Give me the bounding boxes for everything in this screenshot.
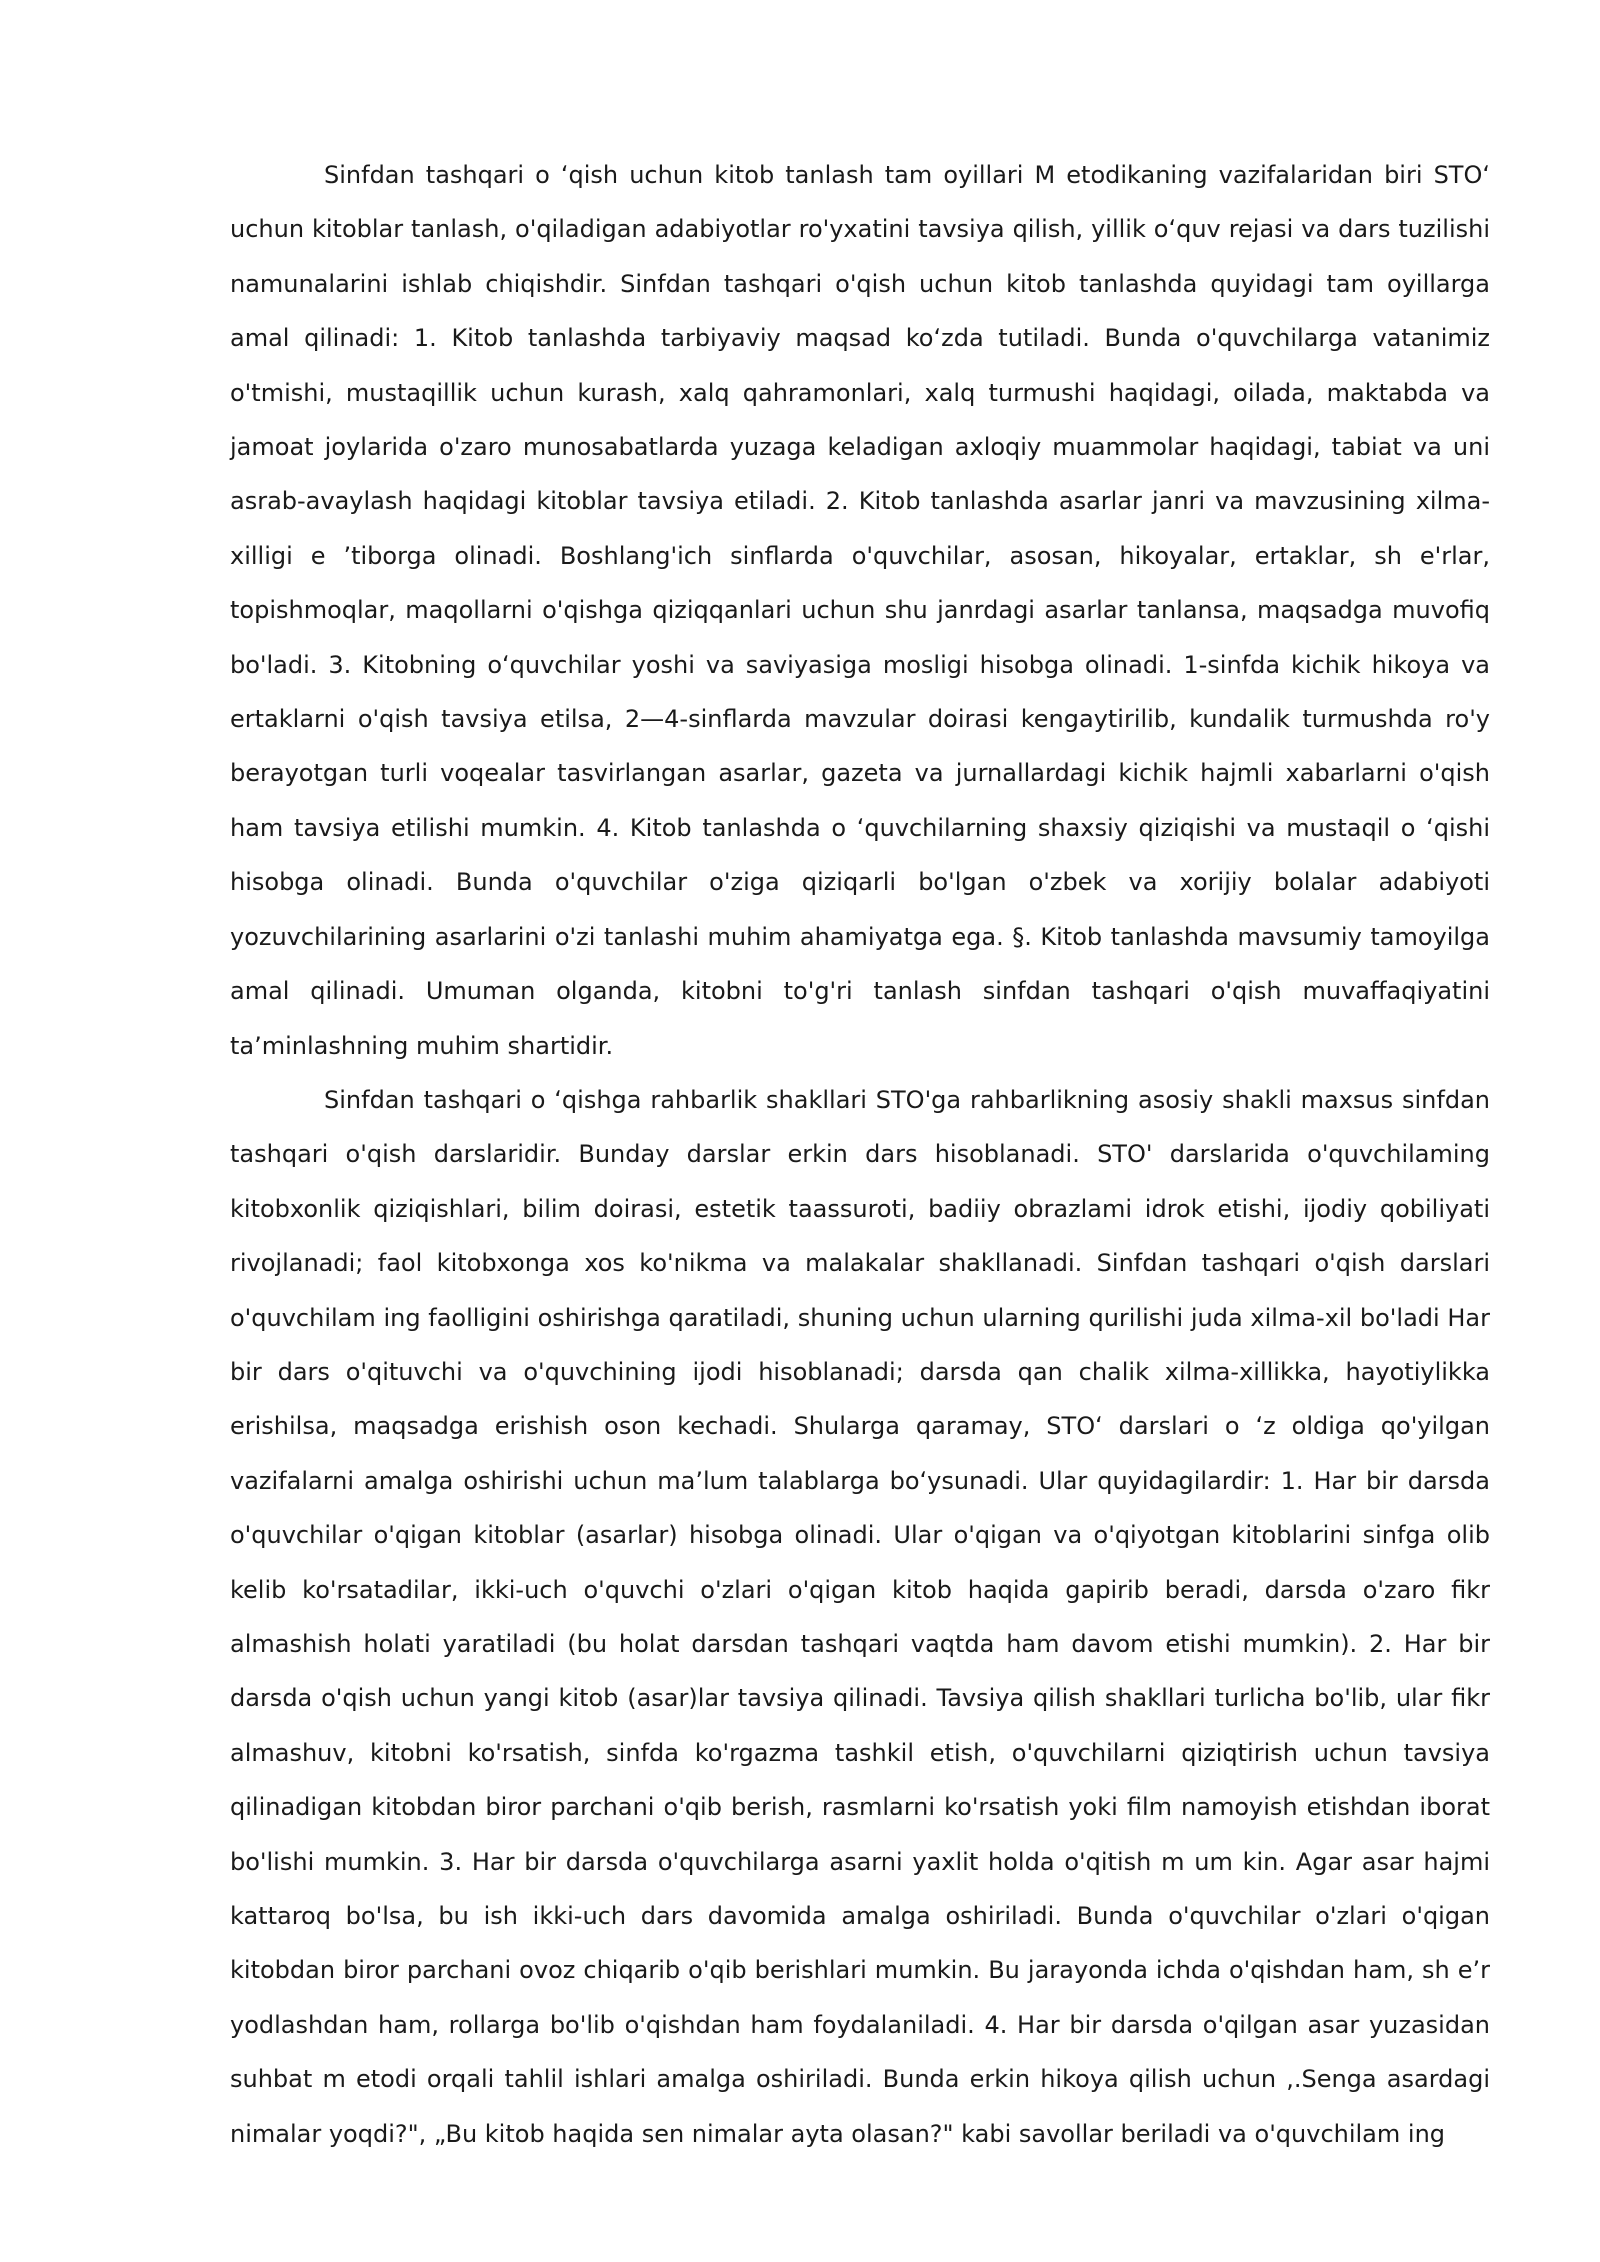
paragraph-reading-guidance: Sinfdan tashqari o ʻqishga rahbarlik shakllari STO'ga rahbarlikning asosiy shakli maxsus sinfdan tashqari o'qish darslaridir. Bunday darslar erkin dars hisoblanadi. STO' darslarida o'quvchilaming kitobxonlik qiziqishlari, bilim doirasi, estetik taassuroti, badiiy obrazlami idrok etishi, ijodiy qobiliyati rivojlanadi; faol kitobxonga xos ko'nikma va malakalar shakllanadi. Sinfdan tashqari o'qish darslari o'quvchilam ing faolligini oshirishga qaratiladi, shuning uchun ularning qurilishi juda xilma-xil bo'ladi Har bir dars o'qituvchi va o'quvchining ijodi hisoblanadi; darsda qan chalik xilma-xillikka, hayotiylikka erishilsa, maqsadga erishish oson kechadi. Shularga qaramay, STOʻ darslari o ʻz oldiga qo'yilgan vazifalarni amalga oshirishi uchun ma’lum talablarga boʻysunadi. Ular quyidagilardir: 1. Har bir darsda o'quvchilar o'qigan kitoblar (asarlar) hisobga olinadi. Ular o'qigan va o'qiyotgan kitoblarini sinfga olib kelib ko'rsatadilar, ikki-uch o'quvchi o'zlari o'qigan kitob haqida gapirib beradi, darsda o'zaro fikr almashish holati yaratiladi (bu holat darsdan tashqari vaqtda ham davom etishi mumkin). 2. Har bir darsda o'qish uchun yangi kitob (asar)lar tavsiya qilinadi. Tavsiya qilish shakllari turlicha bo'lib, ular fikr almashuv, kitobni ko'rsatish, sinfda ko'rgazma tashkil etish, o'quvchilarni qiziqtirish uchun tavsiya qilinadigan kitobdan biror parchani o'qib berish, rasmlarni ko'rsatish yoki film namoyish etishdan iborat bo'lishi mumkin. 3. Har bir darsda o'quvchilarga asarni yaxlit holda o'qitish m um kin. Agar asar hajmi kattaroq bo'lsa, bu ish ikki-uch dars davomida amalga oshiriladi. Bunda o'quvchilar o'zlari o'qigan kitobdan biror parchani ovoz chiqarib o'qib berishlari mumkin. Bu jarayonda ichda o'qishdan ham, sh e’r yodlashdan ham, rollarga bo'lib o'qishdan ham foydalaniladi. 4. Har bir darsda o'qilgan asar yuzasidan suhbat m etodi orqali tahlil ishlari amalga oshiriladi. Bunda erkin hikoya qilish uchun ,.Senga asardagi nimalar yoqdi?", „Bu kitob haqida sen nimalar ayta olasan?" kabi savollar beriladi va o'quvchilam ing — [230, 1085, 1490, 2148]
paragraph-book-selection: Sinfdan tashqari o ʻqish uchun kitob tanlash tam oyillari M etodikaning vazifalaridan biri STOʻ uchun kitoblar tanlash, o'qiladigan adabiyotlar ro'yxatini tavsiya qilish, yillik oʻquv rejasi va dars tuzilishi namunalarini ishlab chiqishdir. Sinfdan tashqari o'qish uchun kitob tanlashda quyidagi tam oyillarga amal qilinadi: 1. Kitob tanlashda tarbiyaviy maqsad koʻzda tutiladi. Bunda o'quvchilarga vatanimiz o'tmishi, mustaqillik uchun kurash, xalq qahramonlari, xalq turmushi haqidagi, oilada, maktabda va jamoat joylarida o'zaro munosabatlarda yuzaga keladigan axloqiy muammolar haqidagi, tabiat va uni asrab-avaylash haqidagi kitoblar tavsiya etiladi. 2. Kitob tanlashda asarlar janri va mavzusining xilma-xilligi e ’tiborga olinadi. Boshlang'ich sinflarda o'quvchilar, asosan, hikoyalar, ertaklar, sh e'rlar, topishmoqlar, maqollarni o'qishga qiziqqanlari uchun shu janrdagi asarlar tanlansa, maqsadga muvofiq bo'ladi. 3. Kitobning oʻquvchilar yoshi va saviyasiga mosligi hisobga olinadi. 1-sinfda kichik hikoya va ertaklarni o'qish tavsiya etilsa, 2—4-sinflarda mavzular doirasi kengaytirilib, kundalik turmushda ro'y berayotgan turli voqealar tasvirlangan asarlar, gazeta va jurnallardagi kichik hajmli xabarlarni o'qish ham tavsiya etilishi mumkin. 4. Kitob tanlashda o ʻquvchilarning shaxsiy qiziqishi va mustaqil o ʻqishi hisobga olinadi. Bunda o'quvchilar o'ziga qiziqarli bo'lgan o'zbek va xorijiy bolalar adabiyoti yozuvchilarining asarlarini o'zi tanlashi muhim ahamiyatga ega. §. Kitob tanlashda mavsumiy tamoyilga amal qilinadi. Umuman olganda, kitobni to'g'ri tanlash sinfdan tashqari o'qish muvaffaqiyatini ta’minlashning muhim shartidir. — [230, 161, 1490, 1060]
document-page — [230, 148, 1490, 2161]
